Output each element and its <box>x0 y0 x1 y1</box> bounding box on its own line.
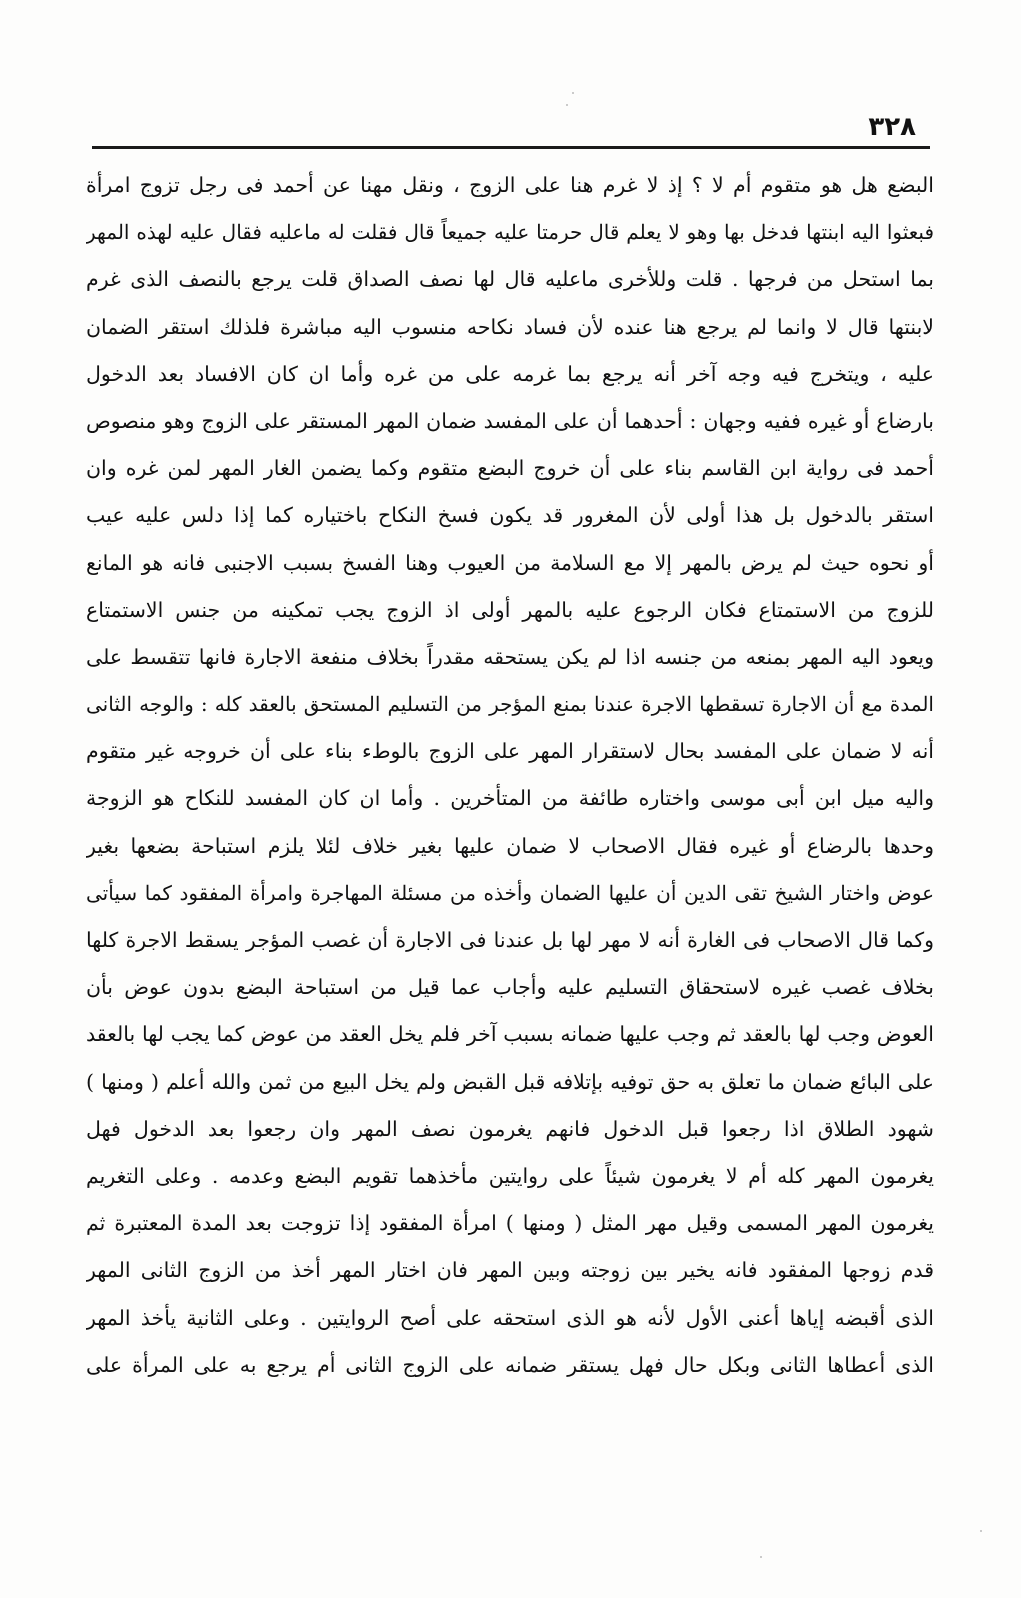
text-line: البضع هل هو متقوم أم لا ؟ إذ لا غرم هنا على الزوج ، ونقل مهنا عن أحمد فى رجل تزوج امرأة <box>86 173 934 197</box>
body-text <box>86 162 934 1389</box>
text-line: ويعود اليه المهر بمنعه من جنسه اذا لم يكن يستحقه مقدراً بخلاف منفعة الاجارة فانها تتقسط على <box>86 644 934 669</box>
text-line: قدم زوجها المفقود فانه يخير بين زوجته وبين المهر فان اختار المهر أخذ من الزوج الثانى المهر <box>86 1258 934 1283</box>
text-line: للزوج من الاستمتاع فكان الرجوع عليه بالمهر أولى اذ الزوج يجب تمكينه من جنس الاستمتاع <box>86 597 934 622</box>
scan-speck <box>572 92 574 94</box>
text-line: وكما قال الاصحاب فى الغارة أنه لا مهر لها بل عندنا فى الاجارة أن غصب المؤجر يسقط الاجرة كلها <box>86 928 934 952</box>
text-line: شهود الطلاق اذا رجعوا قبل الدخول فانهم يغرمون نصف المهر وان رجعوا بعد الدخول فهل <box>86 1116 934 1141</box>
text-line: فبعثوا اليه ابنتها فدخل بها وهو لا يعلم قال حرمتا عليه جميعاً قال فقلت له ماعليه فقال عليه لهذه المهر <box>86 220 934 245</box>
text-line: أنه لا ضمان على المفسد بحال لاستقرار المهر على الزوج بالوطء بناء على أن خروجه غير متقوم <box>86 739 934 764</box>
scan-speck <box>760 1556 762 1558</box>
text-line: على البائع ضمان ما تعلق به حق توفيه بإتلافه قبل القبض ولم يخل البيع من ثمن والله أعلم ( ومنها ) <box>86 1069 934 1094</box>
text-line: يغرمون المهر كله أم لا يغرمون شيئاً على روايتين مأخذهما تقويم البضع وعدمه . وعلى التغريم <box>86 1163 934 1188</box>
text-line: استقر بالدخول بل هذا أولى لأن المغرور قد يكون فسخ النكاح باختياره كما إذا دلس عليه عيب <box>86 503 934 528</box>
text-line: الذى أقبضه إياها أعنى الأول لأنه هو الذى استحقه على أصح الروايتين . وعلى الثانية يأخذ المهر <box>86 1305 934 1330</box>
text-line: أو نحوه حيث لم يرض بالمهر إلا مع السلامة من العيوب وهنا الفسخ بسبب الاجنبى فانه هو المانع <box>86 550 934 575</box>
text-line: وحدها بالرضاع أو غيره فقال الاصحاب لا ضمان عليها بغير خلاف لئلا يلزم استباحة بضعها بغير <box>86 833 934 858</box>
text-line: أحمد فى رواية ابن القاسم بناء على أن خروج البضع متقوم وكما يضمن الغار المهر لمن غره وان <box>86 456 934 481</box>
header-rule <box>92 146 930 149</box>
text-line: بما استحل من فرجها . قلت وللأخرى ماعليه قال لها نصف الصداق قلت يرجع بالنصف الذى غرم <box>86 267 934 292</box>
text-line: العوض وجب لها بالعقد ثم وجب عليها ضمانه بسبب آخر فلم يخل العقد من عوض كما يجب لها بالعقد <box>86 1022 934 1047</box>
text-line: لابنتها قال لا وانما لم يرجع هنا عنده لأن فساد نكاحه منسوب اليه مباشرة فلذلك استقر الضمان <box>86 314 934 339</box>
text-line: عوض واختار الشيخ تقى الدين أن عليها الضمان وأخذه من مسئلة المهاجرة وامرأة المفقود كما سيأتى <box>86 880 934 905</box>
text-line: عليه ، ويتخرج فيه وجه آخر أنه يرجع بما غرمه على من غره وأما ان كان الافساد بعد الدخول <box>86 361 934 386</box>
text-line: بارضاع أو غيره ففيه وجهان : أحدهما أن على المفسد ضمان المهر المستقر على الزوج وهو منصوص <box>86 408 934 433</box>
text-line: المدة مع أن الاجارة تسقطها الاجرة عندنا بمنع المؤجر من التسليم المستحق بالعقد كله : والوجه الثانى <box>86 692 934 717</box>
scan-speck <box>980 1530 982 1532</box>
text-line: يغرمون المهر المسمى وقيل مهر المثل ( ومنها ) امرأة المفقود إذا تزوجت بعد المدة المعتبرة ثم <box>86 1211 934 1236</box>
text-line: بخلاف غصب غيره لاستحقاق التسليم عليه وأجاب عما قيل من استباحة البضع بدون عوض بأن <box>86 975 934 1000</box>
text-line: واليه ميل ابن أبى موسى واختاره طائفة من المتأخرين . وأما ان كان المفسد للنكاح هو الزوجة <box>86 786 934 811</box>
text-line: الذى أعطاها الثانى وبكل حال فهل يستقر ضمانه على الزوج الثانى أم يرجع به على المرأة على <box>86 1352 934 1377</box>
page-number: ٣٢٨ <box>868 112 916 142</box>
scan-speck <box>566 104 568 106</box>
